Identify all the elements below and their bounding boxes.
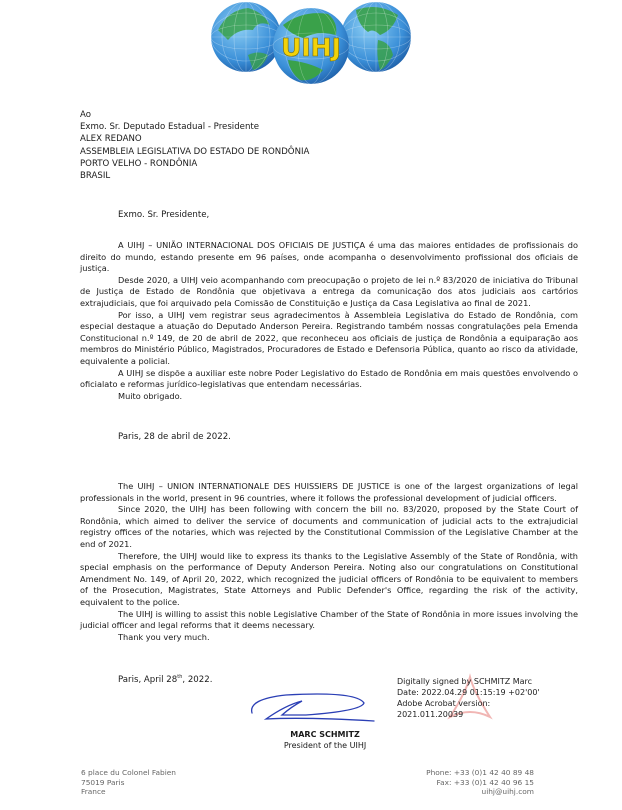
paragraph: Thank you very much. (118, 631, 210, 642)
signer-title: President of the UIHJ (283, 741, 367, 750)
address-line: 6 place du Colonel Fabien (81, 768, 176, 777)
paragraph: Desde 2020, a UIHJ veio acompanhando com preocupação o projeto de lei n.º 83/2020 de iniciativa do Tribunal de Justiça de Estado de Rondônia que objetivava a entrega da comunicação dos atos judiciais aos cartórios extrajudiciais, que foi arquivado pela Comissão de Constituição e Justiça da Casa Legislativa ao final de 2021. (80, 274, 578, 308)
recipient-address (80, 109, 309, 182)
body-portuguese (80, 240, 578, 402)
paragraph: The UIHJ is willing to assist this noble Legislative Chamber of the State of Rondônia in more issues involving the judicial officer and legal reforms that it deems necessary. (80, 608, 578, 631)
paragraph: Por isso, a UIHJ vem registrar seus agradecimentos à Assembleia Legislativa do Estado de Rondônia, com especial destaque a atuação do Deputado Anderson Pereira. Registrando também nossas congratulações pela Emenda Constitucional n.º 149, de 20 de abril de 2022, que reconheceu aos oficiais de justiça de Rondônia a equiparação aos membros do Ministério Público, Magistrados, Procuradores de Estado e Defensoria Pública, quanto ao risco da atividade, equivalente a policial. (80, 309, 578, 366)
recipient-line: Ao (80, 110, 91, 120)
address-line: France (81, 787, 106, 797)
signature-line: Date: 2022.04.29 01:15:19 +02'00' (397, 688, 540, 697)
fax-number: Fax: +33 (0)1 42 40 96 15 (436, 777, 534, 787)
globe-right-icon (341, 2, 411, 72)
paragraph: Since 2020, the UIHJ has been following with concern the bill no. 83/2020, proposed by the State Court of Rondônia, which aimed to deliver the service of documents and communication of judicial acts to the extrajudicial registry offices of the notaries, which was rejected by the Constitutional Commission of the Legislative Chamber at the end of 2021. (80, 504, 578, 549)
globe-left-icon (211, 2, 281, 72)
recipient-line: ALEX REDANO (80, 134, 142, 145)
date-english (118, 674, 212, 685)
paragraph: Therefore, the UIHJ would like to express its thanks to the Legislative Assembly of the State of Rondônia, with special emphasis on the performance of Deputy Anderson Pereira. Noting also our congratulations on Constitutional Amendment No. 149, of April 20, 2022, which recognized the judicial officers of Rondônia to be equivalent to members of the Prosecution, Magistrates, State Attorneys and Public Defender's Office, regarding the risk of the activity, equivalent to the police. (80, 550, 578, 607)
paragraph: Muito obrigado. (118, 390, 183, 401)
signature-line: Adobe Acrobat version: (397, 699, 491, 708)
recipient-line: BRASIL (80, 171, 111, 182)
date-portuguese: Paris, 28 de abril de 2022. (118, 432, 231, 442)
recipient-line: ASSEMBLEIA LEGISLATIVA DO ESTADO DE RONDÔNIA (80, 146, 310, 157)
date-ordinal: th (177, 674, 183, 680)
date-year: , 2022. (182, 674, 213, 685)
signature-line: 2021.011.20039 (397, 710, 464, 719)
email-link[interactable]: uihj@uihj.com (481, 787, 534, 797)
uihj-logo (208, 0, 414, 86)
recipient-line: Exmo. Sr. Deputado Estadual - Presidente (80, 122, 260, 133)
recipient-line: PORTO VELHO - RONDÔNIA (80, 158, 198, 169)
address-line: 75019 Paris (81, 777, 125, 787)
signer-name: MARC SCHMITZ (290, 730, 360, 739)
body-english (80, 481, 578, 643)
paragraph: A UIHJ – UNIÃO INTERNACIONAL DOS OFICIAIS DE JUSTIÇA é uma das maiores entidades de profissionais do direito do mundo, estando presente em 96 países, onde acompanha o desenvolvimento profissional dos oficiais de justiça. (80, 240, 578, 274)
globe-center-icon (273, 8, 349, 84)
footer-address (81, 768, 176, 797)
paragraph: The UIHJ – UNION INTERNATIONALE DES HUISSIERS DE JUSTICE is one of the largest organizations of legal professionals in the world, present in 96 countries, where it follows the professional development of judicial officers. (80, 481, 578, 503)
greeting: Exmo. Sr. Presidente, (118, 210, 210, 220)
signature-line: Digitally signed by SCHMITZ Marc (397, 677, 533, 686)
date-text: Paris, April 28 (118, 674, 178, 685)
digital-signature-info[interactable] (397, 676, 540, 720)
footer-contact (426, 768, 534, 797)
signer-block (270, 729, 380, 751)
handwritten-signature (246, 691, 376, 725)
phone-number: Phone: +33 (0)1 42 40 89 48 (426, 768, 534, 777)
paragraph: A UIHJ se dispõe a auxiliar este nobre Poder Legislativo do Estado de Rondônia em mais questões envolvendo o oficialato e reformas jurídico-legislativas que entendam necessárias. (80, 367, 578, 390)
svg-text:UIHJ: UIHJ (281, 33, 341, 62)
